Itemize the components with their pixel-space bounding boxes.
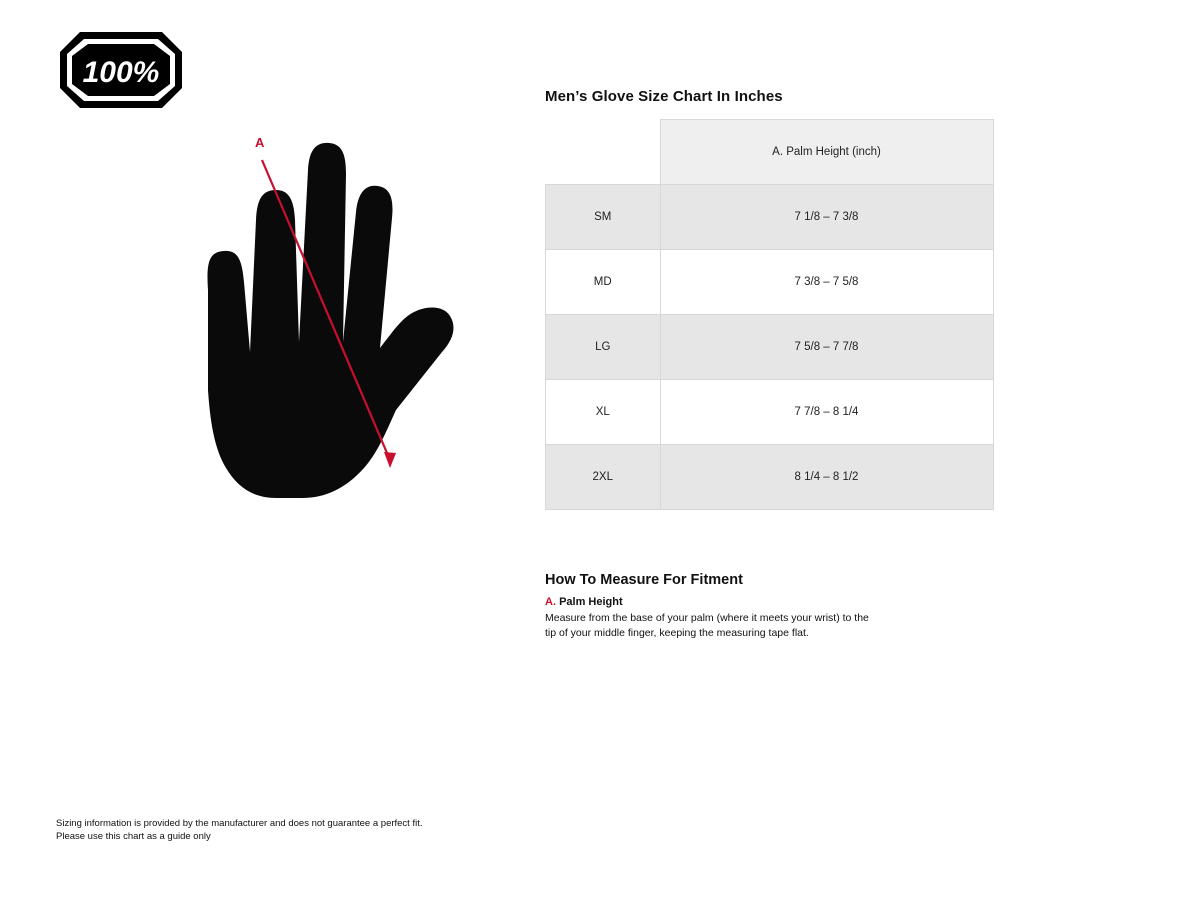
table-header-corner (546, 120, 661, 185)
cell-palm-height: 8 1/4 – 8 1/2 (660, 444, 993, 509)
measure-marker: A. (545, 596, 556, 608)
table-row (546, 379, 994, 444)
cell-size: SM (546, 184, 661, 249)
how-to-measure-section (545, 572, 875, 640)
how-to-measure-subtitle (545, 596, 875, 608)
page-title: Men’s Glove Size Chart In Inches (545, 88, 783, 105)
table-header-palm-height: A. Palm Height (inch) (660, 120, 993, 185)
cell-size: 2XL (546, 444, 661, 509)
table-row (546, 314, 994, 379)
measure-arrow-head (384, 452, 396, 468)
size-chart-table (545, 119, 994, 510)
size-chart-section (545, 88, 991, 510)
logo-wordmark: 100% (82, 56, 160, 89)
table-row (546, 444, 994, 509)
cell-palm-height: 7 1/8 – 7 3/8 (660, 184, 993, 249)
hand-illustration (150, 120, 530, 520)
brand-logo (58, 30, 184, 110)
disclaimer (56, 817, 576, 843)
table-row (546, 249, 994, 314)
table-header-row (546, 120, 994, 185)
how-to-measure-body: Measure from the base of your palm (where it meets your wrist) to the tip of your middle finger, keeping the measuring tape flat. (545, 612, 869, 639)
disclaimer-line-1: Sizing information is provided by the manufacturer and does not guarantee a perfect fit. (56, 818, 423, 829)
cell-size: XL (546, 379, 661, 444)
cell-palm-height: 7 3/8 – 7 5/8 (660, 249, 993, 314)
measure-subtitle-text: Palm Height (559, 596, 623, 608)
cell-palm-height: 7 7/8 – 8 1/4 (660, 379, 993, 444)
cell-palm-height: 7 5/8 – 7 7/8 (660, 314, 993, 379)
cell-size: MD (546, 249, 661, 314)
measure-label-a: A (255, 135, 265, 150)
cell-size: LG (546, 314, 661, 379)
disclaimer-line-2: Please use this chart as a guide only (56, 831, 211, 842)
how-to-measure-title: How To Measure For Fitment (545, 572, 743, 588)
table-row (546, 184, 994, 249)
